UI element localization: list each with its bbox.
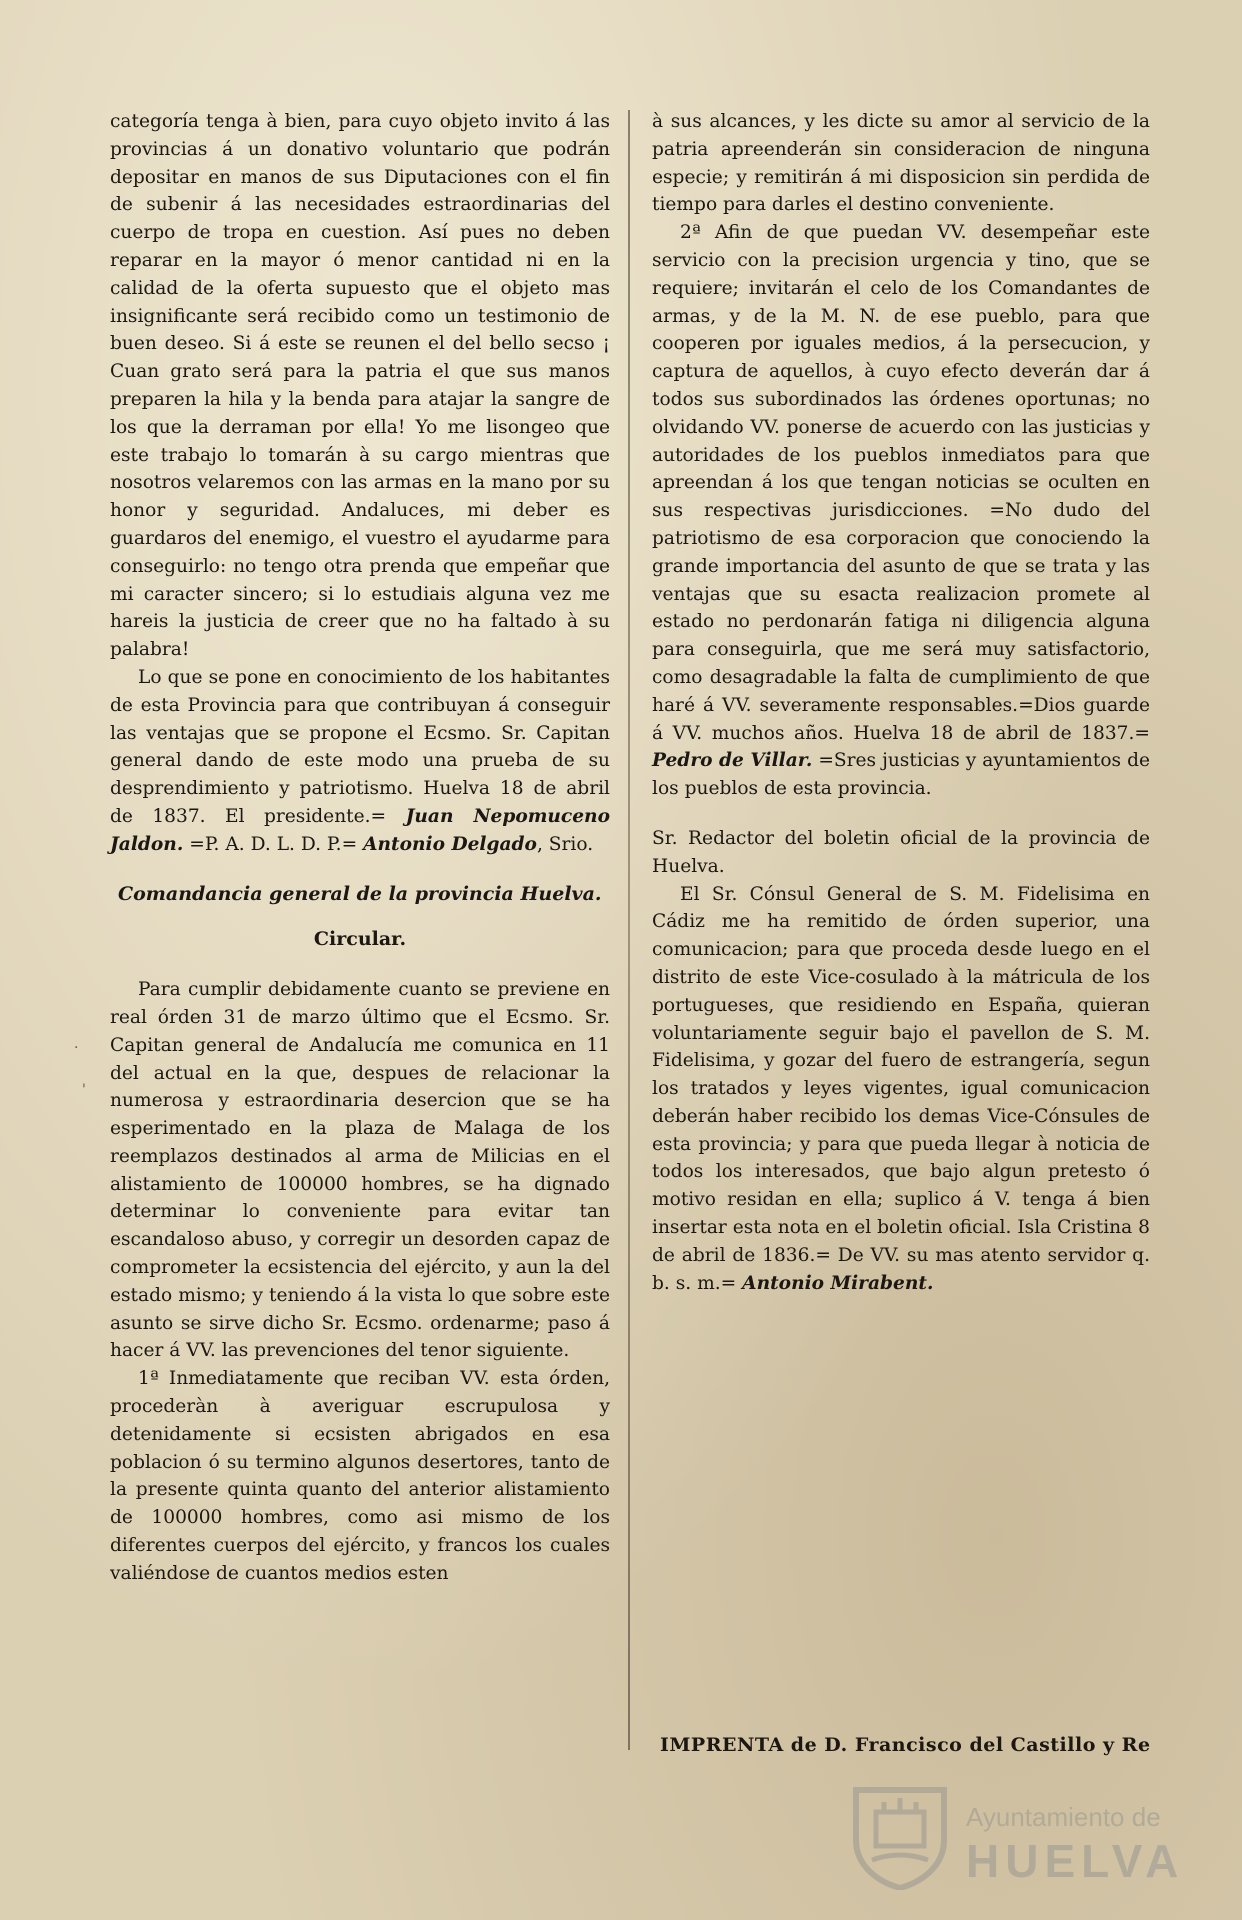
left-paragraph-2-text: Lo que se pone en conocimiento de los habitantes de esta Provincia para que contribuyan á conseguir las ventajas que se propone el Ecsmo. Sr. Capitan general dando de este modo una prueba de su desprendimiento y patriotismo. Huelva 18 de abril de 1837. El presidente.= [110, 666, 610, 827]
right-paragraph-4 [652, 881, 1150, 1298]
watermark-line-1: Ayuntamiento de [966, 1802, 1161, 1832]
spacer [652, 803, 1150, 825]
left-paragraph-3: Para cumplir debidamente cuanto se previene en real órden 31 de marzo último que el Ecsmo. Sr. Capitan general de Andalucía me comunica en 11 del actual en la que, despues de relacionar la numerosa y estraordinaria desercion que se ha esperimentado en la plaza de Malaga de los reemplazos destinados al arma de Milicias en el alistamiento de 100000 hombres, se ha dignado determinar lo conveniente para evitar tan escandaloso abuso, y corregir un desorden capaz de comprometer la ecsistencia del ejército, y aun la del estado mismo; y teniendo á la vista lo que sobre este asunto se sirve dicho Sr. Ecsmo. ordenarme; paso á hacer á VV. las prevenciones del tenor siguiente. [110, 979, 610, 1362]
signature-jaldon: Juan Nepomuceno Jaldon. [110, 805, 610, 855]
signature-delgado: Antonio Delgado [363, 833, 537, 855]
ink-speck: · [74, 1040, 79, 1056]
watermark-line-2: HUELVA [966, 1835, 1185, 1887]
right-paragraph-2-tail: =Sres justicias y ayuntamientos de los pueblos de esta provincia. [652, 750, 1150, 800]
city-coat-of-arms-icon [848, 1782, 952, 1890]
right-column [652, 108, 1150, 1297]
right-paragraph-2 [652, 219, 1150, 803]
left-paragraph-4: 1ª Inmediatamente que reciban VV. esta órden, procederàn à averiguar escrupulosa y detenidamente si ecsisten abrigados en esa poblacion ó su termino algunos desertores, tanto de la presente quinta quanto del anterior alistamiento de 100000 hombres, como asi mismo de los diferentes cuerpos del ejército, y francos los cuales valiéndose de cuantos medios esten [110, 1368, 610, 1584]
left-paragraph-2 [110, 664, 610, 859]
section-heading-comandancia: Comandancia general de la provincia Huelva. [118, 882, 602, 905]
right-paragraph-2-text: 2ª Afin de que puedan VV. desempeñar este servicio con la precision urgencia y tino, que se requiere; invitarán el celo de los Comandantes de armas, y de la M. N. de ese pueblo, para que cooperen por iguales medios, á la persecucion, y captura de aquellos, à cuyo efecto deverán dar á todos sus subordinados las órdenes oportunas; no olvidando VV. ponerse de acuerdo con las justicias y autoridades de los pueblos inmediatos para que apreendan á los que tengan noticias se oculten en sus respectivas jurisdicciones. =No dudo del patriotismo de esa corporacion que conociendo la grande importancia del asunto de que se trata y las ventajas que su esacta realizacion promete al estado no perdonarán fatiga ni diligencia alguna para conseguirla, que me será muy satisfactorio, como desagradable la falta de cumplimiento de que haré á VV. severamente responsables.=Dios guarde á VV. muchos años. Huelva 18 de abril de 1837.= [652, 222, 1150, 744]
ink-speck: ' [82, 1082, 86, 1098]
signature-villar: Pedro de Villar. [652, 750, 813, 772]
right-paragraph-1: à sus alcances, y les dicte su amor al servicio de la patria apreenderán sin consideracion de ninguna especie; y remitirán á mi disposicion sin perdida de tiempo para darles el destino conveniente. [652, 111, 1150, 216]
printer-imprint: IMPRENTA de D. Francisco del Castillo y Re [660, 1734, 1151, 1756]
right-paragraph-4-text: El Sr. Cónsul General de S. M. Fidelisima en Cádiz me ha remitido de órden superior, una comunicacion; para que proceda desde luego en el distrito de este Vice-cosulado à la mátricula de los portugueses, que residiendo en España, quieran voluntariamente seguir bajo el pavellon de S. M. Fidelisima, y gozar del fuero de estrangería, segun los tratados y leyes vigentes, igual comunicacion deberán haber recibido los demas Vice-Cónsules de esta provincia; y para que pueda llegar à noticia de todos los interesados, que bajo algun pretesto ó motivo residan en ella; suplico á V. tenga á bien insertar esta nota en el boletin oficial. Isla Cristina 8 de abril de 1836.= De VV. su mas atento servidor q. b. s. m.= [652, 883, 1150, 1294]
watermark-stamp [848, 1782, 1185, 1892]
left-column [110, 108, 610, 1588]
left-paragraph-1: categoría tenga à bien, para cuyo objeto invito á las provincias á un donativo voluntario que podrán depositar en manos de sus Diputaciones con el fin de subenir á las necesidades estraordinarias del cuerpo de tropa en cuestion. Así pues no deben reparar en la mayor ó menor cantidad ni en la calidad de la oferta supuesto que el objeto mas insignificante será recibido como un testimonio de buen deseo. Si á este se reunen el del bello secso ¡ Cuan grato será para la patria el que sus manos preparen la hila y la benda para atajar la sangre de los que la derraman por ella! Yo me lisongeo que este trabajo lo tomarán à su cargo mientras que nosotros velaremos con las armas en la mano por su honor y seguridad. Andaluces, mi deber es guardaros del enemigo, el vuestro el ayudarme para conseguirlo: no tengo otra prenda que empeñar que mi caracter sincero; si lo estudiais alguna vez me hareis la justicia de creer que no ha faltado à su palabra! [110, 111, 610, 661]
signature-delgado-tail: , Srio. [536, 833, 594, 855]
right-paragraph-3: Sr. Redactor del boletin oficial de la provincia de Huelva. [652, 827, 1150, 877]
left-paragraph-2-tail: =P. A. D. L. D. P.= [189, 833, 358, 855]
column-divider [628, 110, 630, 1750]
section-heading-circular: Circular. [313, 928, 407, 951]
signature-mirabent: Antonio Mirabent. [742, 1272, 934, 1294]
